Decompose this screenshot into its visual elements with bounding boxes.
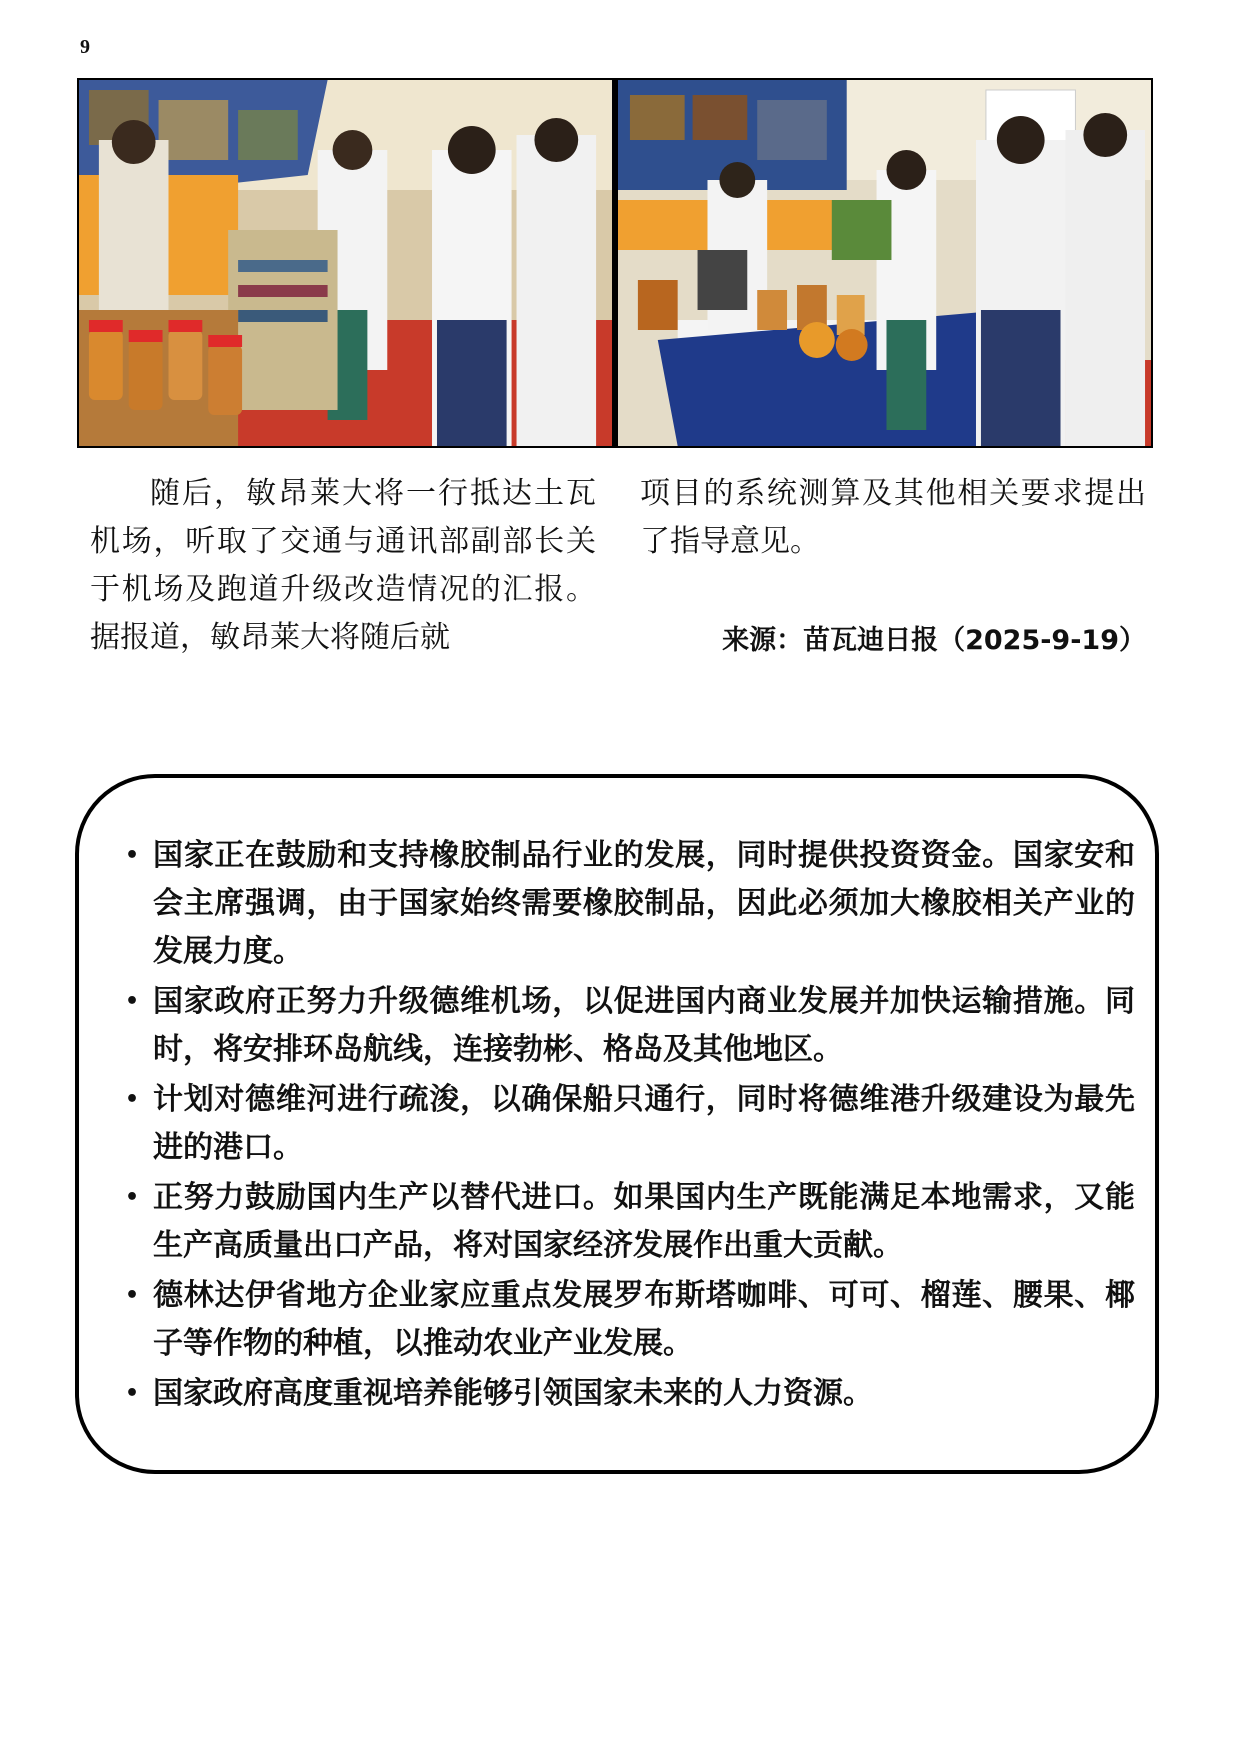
exhibition-photo-right-image [618,80,1151,446]
summary-item [111,978,1135,1074]
article-right-column: 项目的系统测算及其他相关要求提出了指导意见。 [640,476,1146,559]
exhibition-photo-right [618,80,1151,446]
summary-list [111,832,1135,1420]
bullet-icon: • [124,1283,140,1308]
summary-item-text: 计划对德维河进行疏浚，以确保船只通行，同时将德维港升级建设为最先进的港口。 [153,1082,1135,1165]
summary-item [111,1370,1135,1418]
bullet-icon: • [124,1381,140,1406]
exhibition-photo-left-image [79,80,612,446]
summary-item [111,832,1135,976]
summary-item [111,1174,1135,1270]
summary-item-text: 国家政府高度重视培养能够引领国家未来的人力资源。 [153,1376,873,1411]
summary-item [111,1272,1135,1368]
photo-strip [77,78,1153,448]
summary-item-text: 国家政府正努力升级德维机场，以促进国内商业发展并加快运输措施。同时，将安排环岛航线，连接勃彬、格岛及其他地区。 [153,984,1135,1067]
page-number: 9 [80,36,90,58]
bullet-icon: • [124,843,140,868]
exhibition-photo-left [79,80,612,446]
bullet-icon: • [124,1087,140,1112]
summary-item-text: 国家正在鼓励和支持橡胶制品行业的发展，同时提供投资资金。国家安和会主席强调，由于国家始终需要橡胶制品，因此必须加大橡胶相关产业的发展力度。 [153,838,1135,969]
summary-box [75,774,1159,1474]
summary-item-text: 正努力鼓励国内生产以替代进口。如果国内生产既能满足本地需求，又能生产高质量出口产品，将对国家经济发展作出重大贡献。 [153,1180,1135,1263]
article-left-column: 随后，敏昂莱大将一行抵达土瓦机场，听取了交通与通讯部副部长关于机场及跑道升级改造情况的汇报。据报道，敏昂莱大将随后就 [90,476,596,655]
article-source: 来源：苗瓦迪日报（2025-9-19） [722,625,1146,656]
summary-item [111,1076,1135,1172]
bullet-icon: • [124,989,140,1014]
bullet-icon: • [124,1185,140,1210]
summary-item-text: 德林达伊省地方企业家应重点发展罗布斯塔咖啡、可可、榴莲、腰果、椰子等作物的种植，以推动农业产业发展。 [153,1278,1135,1361]
